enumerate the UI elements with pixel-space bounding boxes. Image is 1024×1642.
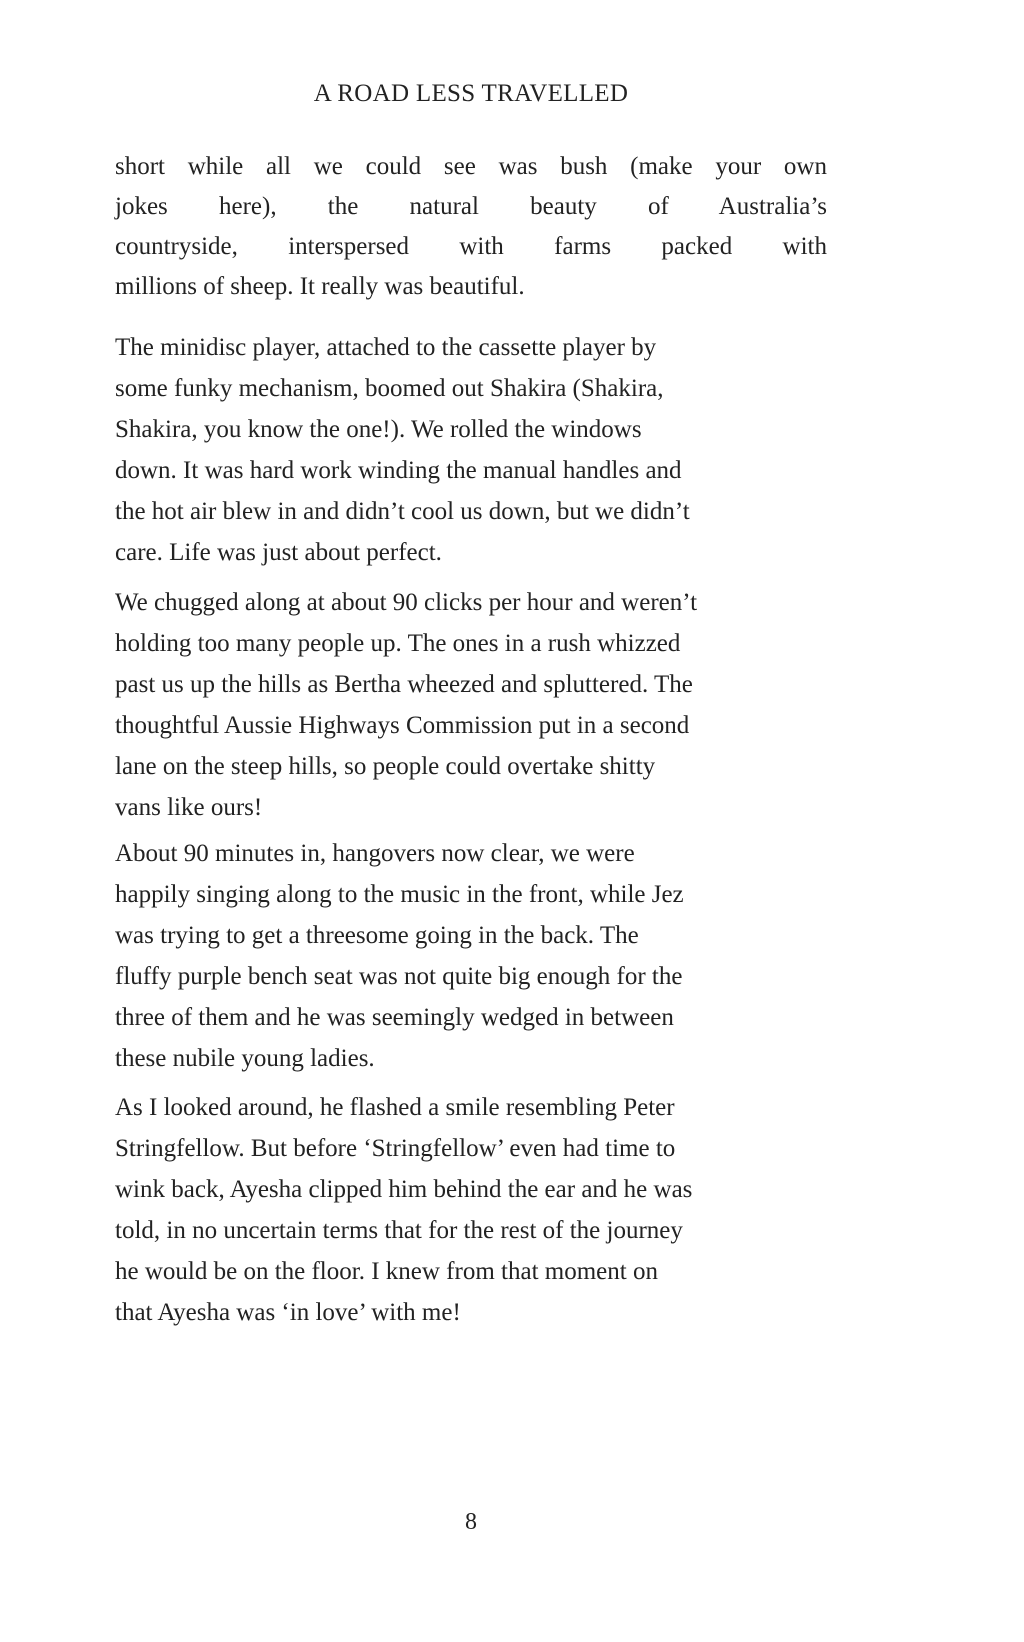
text-line: some funky mechanism, boomed out Shakira (Shakira,	[115, 375, 664, 402]
text-column	[115, 0, 827, 1333]
text-line: The minidisc player, attached to the cassette player by	[115, 334, 657, 361]
text-line: that Ayesha was ‘in love’ with me!	[115, 1299, 461, 1326]
text-line: fluffy purple bench seat was not quite big enough for the	[115, 963, 683, 990]
text-line: Shakira, you know the one!). We rolled the windows	[115, 416, 642, 443]
text-line: told, in no uncertain terms that for the rest of the journey	[115, 1217, 683, 1244]
text-line: three of them and he was seemingly wedged in between	[115, 1004, 674, 1031]
paragraph	[115, 582, 827, 828]
text-line: thoughtful Aussie Highways Commission put in a second	[115, 712, 690, 739]
text-line: the hot air blew in and didn’t cool us down, but we didn’t	[115, 498, 690, 525]
paragraph	[115, 833, 827, 1079]
text-line: millions of sheep. It really was beautiful.	[115, 273, 525, 300]
text-line: happily singing along to the music in the front, while Jez	[115, 881, 684, 908]
text-line: countryside, interspersed with farms packed with	[115, 233, 827, 260]
running-header: A ROAD LESS TRAVELLED	[313, 80, 629, 107]
text-line: lane on the steep hills, so people could overtake shitty	[115, 753, 656, 780]
page-number: 8	[465, 1509, 477, 1535]
paragraph	[115, 327, 827, 573]
text-line: was trying to get a threesome going in the back. The	[115, 922, 639, 949]
text-line: jokes here), the natural beauty of Australia’s	[115, 193, 827, 220]
text-line: short while all we could see was bush (make your own	[115, 153, 827, 180]
text-line: We chugged along at about 90 clicks per hour and weren’t	[115, 589, 698, 616]
text-line: care. Life was just about perfect.	[115, 539, 442, 566]
text-line: he would be on the floor. I knew from that moment on	[115, 1258, 658, 1285]
text-line: About 90 minutes in, hangovers now clear, we were	[115, 840, 635, 867]
text-line: past us up the hills as Bertha wheezed and spluttered. The	[115, 671, 693, 698]
paragraph	[115, 147, 827, 307]
text-line: vans like ours!	[115, 794, 263, 821]
text-line: these nubile young ladies.	[115, 1045, 375, 1072]
text-line: As I looked around, he flashed a smile resembling Peter	[115, 1094, 675, 1121]
text-line: Stringfellow. But before ‘Stringfellow’ even had time to	[115, 1135, 676, 1162]
text-line: holding too many people up. The ones in a rush whizzed	[115, 630, 681, 657]
text-line: down. It was hard work winding the manual handles and	[115, 457, 682, 484]
text-line: wink back, Ayesha clipped him behind the ear and he was	[115, 1176, 693, 1203]
paragraph	[115, 1087, 827, 1333]
